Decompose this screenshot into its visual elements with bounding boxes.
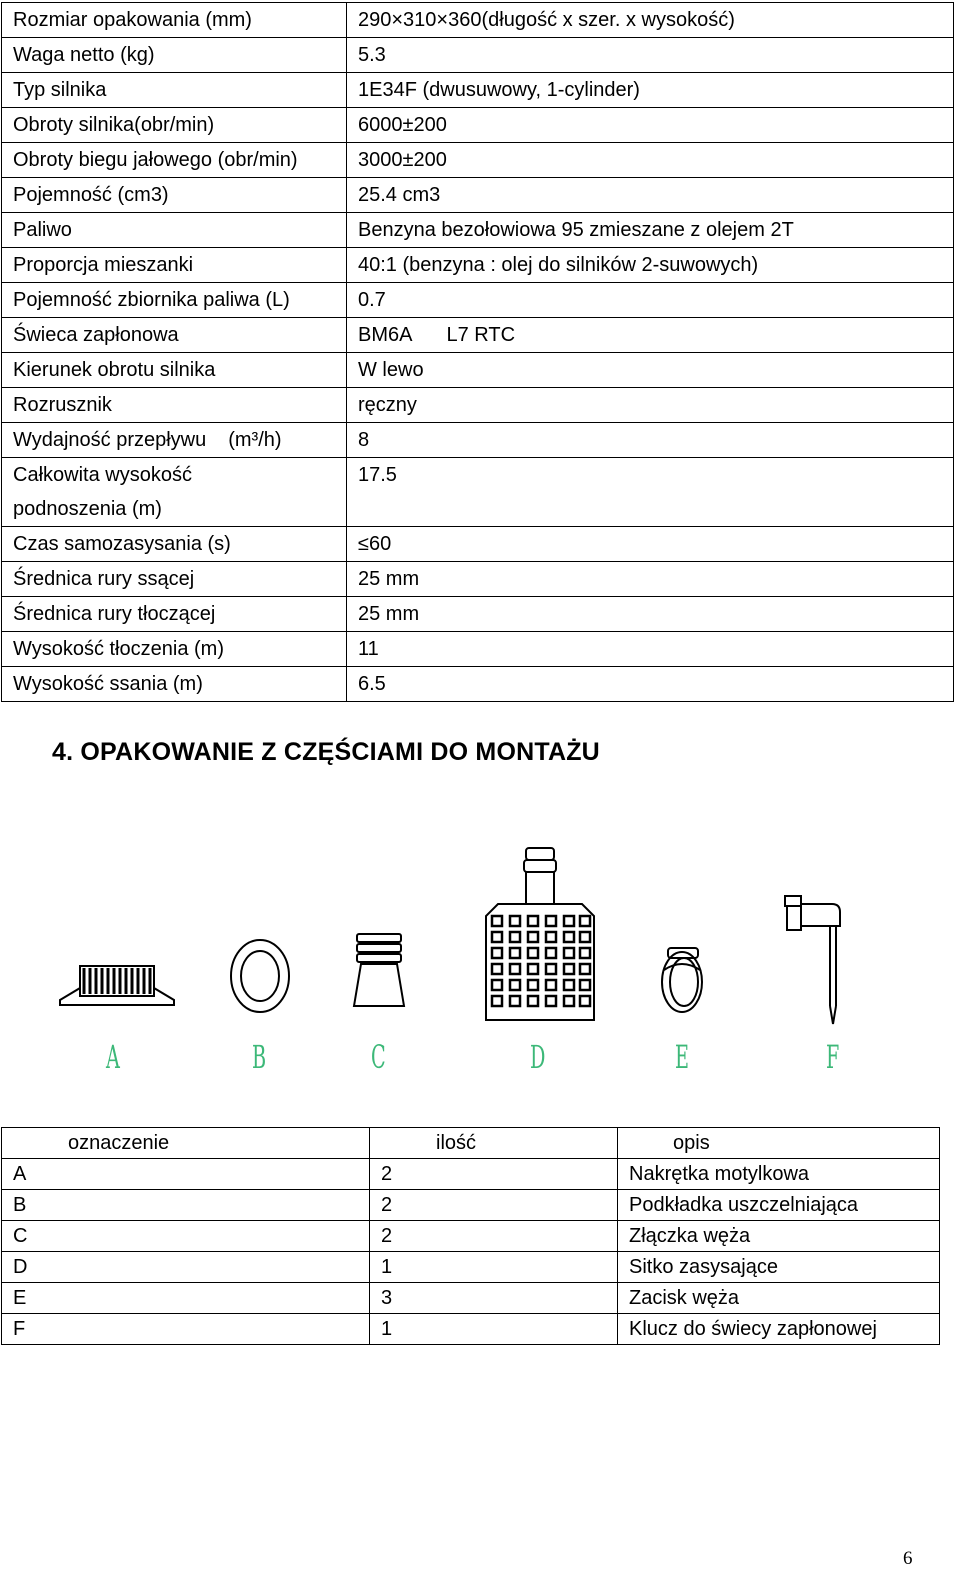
spark-plug-wrench-illustration	[785, 896, 840, 1024]
quantity-cell: 1	[370, 1314, 618, 1345]
table-row	[2, 597, 954, 632]
spec-label: Wysokość tłoczenia (m)	[2, 632, 347, 667]
spec-value: 25 mm	[347, 562, 954, 597]
quantity-cell: 2	[370, 1159, 618, 1190]
table-row	[2, 458, 954, 527]
spec-label: Czas samozasysania (s)	[2, 527, 347, 562]
spec-value: 11	[347, 632, 954, 667]
table-row	[2, 38, 954, 73]
spec-value: W lewo	[347, 353, 954, 388]
quantity-cell: 2	[370, 1221, 618, 1252]
table-row	[2, 562, 954, 597]
spec-label: Średnica rury ssącej	[2, 562, 347, 597]
header-designation: oznaczenie	[2, 1128, 370, 1159]
designation-cell: F	[2, 1314, 370, 1345]
specification-table	[1, 2, 954, 702]
header-description: opis	[618, 1128, 940, 1159]
spec-label-line2: podnoszenia (m)	[13, 498, 162, 520]
table-row	[2, 3, 954, 38]
parts-table	[1, 1127, 940, 1345]
spark-plug-type-2: L7 RTC	[446, 324, 516, 346]
part-label-e: E	[675, 1038, 690, 1076]
spec-value: 25 mm	[347, 597, 954, 632]
designation-cell: D	[2, 1252, 370, 1283]
spec-label: Pojemność (cm3)	[2, 178, 347, 213]
table-row	[2, 108, 954, 143]
description-cell: Zacisk węża	[618, 1283, 940, 1314]
washer-illustration	[231, 940, 289, 1012]
spec-label: Proporcja mieszanki	[2, 248, 347, 283]
table-row	[2, 1221, 940, 1252]
spec-value: 40:1 (benzyna : olej do silników 2-suwowych)	[347, 248, 954, 283]
table-row	[2, 353, 954, 388]
table-row	[2, 423, 954, 458]
hose-clamp-illustration	[662, 948, 702, 1012]
parts-illustration	[0, 830, 960, 1090]
spec-label: Średnica rury tłoczącej	[2, 597, 347, 632]
description-cell: Sitko zasysające	[618, 1252, 940, 1283]
description-cell: Klucz do świecy zapłonowej	[618, 1314, 940, 1345]
table-row	[2, 73, 954, 108]
section-heading: 4. OPAKOWANIE Z CZĘŚCIAMI DO MONTAŻU	[52, 738, 600, 766]
table-header-row	[2, 1128, 940, 1159]
spec-label: Kierunek obrotu silnika	[2, 353, 347, 388]
hose-connector-illustration	[354, 934, 404, 1006]
table-row	[2, 1283, 940, 1314]
part-label-d: D	[530, 1038, 546, 1076]
spec-label: Rozrusznik	[2, 388, 347, 423]
header-quantity: ilość	[370, 1128, 618, 1159]
description-cell: Podkładka uszczelniająca	[618, 1190, 940, 1221]
quantity-cell: 3	[370, 1283, 618, 1314]
wing-nut-illustration	[60, 966, 174, 1005]
table-row	[2, 1159, 940, 1190]
part-label-b: B	[252, 1038, 267, 1076]
spec-label-line1: Całkowita wysokość	[13, 464, 192, 486]
spec-value: 3000±200	[347, 143, 954, 178]
spec-value: ≤60	[347, 527, 954, 562]
table-row	[2, 143, 954, 178]
table-row	[2, 318, 954, 353]
table-row	[2, 283, 954, 318]
designation-cell: E	[2, 1283, 370, 1314]
table-row	[2, 1190, 940, 1221]
quantity-cell: 1	[370, 1252, 618, 1283]
designation-cell: C	[2, 1221, 370, 1252]
table-row	[2, 1252, 940, 1283]
spec-value: 0.7	[347, 283, 954, 318]
page-number: 6	[903, 1548, 913, 1569]
spec-value: ręczny	[347, 388, 954, 423]
description-cell: Nakrętka motylkowa	[618, 1159, 940, 1190]
spec-label-text: Wydajność przepływu	[13, 429, 207, 451]
table-row	[2, 213, 954, 248]
spec-value: 290×310×360(długość x szer. x wysokość)	[347, 3, 954, 38]
table-row	[2, 1314, 940, 1345]
part-label-a: A	[106, 1038, 120, 1076]
spec-label: Paliwo	[2, 213, 347, 248]
table-row	[2, 178, 954, 213]
spec-value: 6000±200	[347, 108, 954, 143]
spec-label	[2, 458, 347, 527]
part-label-c: C	[371, 1038, 386, 1076]
spec-label: Rozmiar opakowania (mm)	[2, 3, 347, 38]
spec-value: 6.5	[347, 667, 954, 702]
suction-strainer-illustration	[486, 848, 594, 1020]
spec-value: 5.3	[347, 38, 954, 73]
spec-value: Benzyna bezołowiowa 95 zmieszane z olejem 2T	[347, 213, 954, 248]
spec-value: 17.5	[347, 458, 954, 527]
part-label-f: F	[826, 1038, 840, 1076]
designation-cell: A	[2, 1159, 370, 1190]
spec-label: Waga netto (kg)	[2, 38, 347, 73]
spec-label: Typ silnika	[2, 73, 347, 108]
spec-label: Obroty silnika(obr/min)	[2, 108, 347, 143]
table-row	[2, 632, 954, 667]
spark-plug-type-1: BM6A	[358, 324, 413, 346]
table-row	[2, 667, 954, 702]
spec-value	[347, 318, 954, 353]
designation-cell: B	[2, 1190, 370, 1221]
spec-value: 8	[347, 423, 954, 458]
spec-label: Świeca zapłonowa	[2, 318, 347, 353]
table-row	[2, 527, 954, 562]
spec-value: 1E34F (dwusuwowy, 1-cylinder)	[347, 73, 954, 108]
spec-label: Wysokość ssania (m)	[2, 667, 347, 702]
table-row	[2, 248, 954, 283]
quantity-cell: 2	[370, 1190, 618, 1221]
spec-label: Pojemność zbiornika paliwa (L)	[2, 283, 347, 318]
spec-value: 25.4 cm3	[347, 178, 954, 213]
spec-label-unit: (m³/h)	[228, 429, 282, 451]
spec-label	[2, 423, 347, 458]
description-cell: Złączka węża	[618, 1221, 940, 1252]
spec-label: Obroty biegu jałowego (obr/min)	[2, 143, 347, 178]
table-row	[2, 388, 954, 423]
